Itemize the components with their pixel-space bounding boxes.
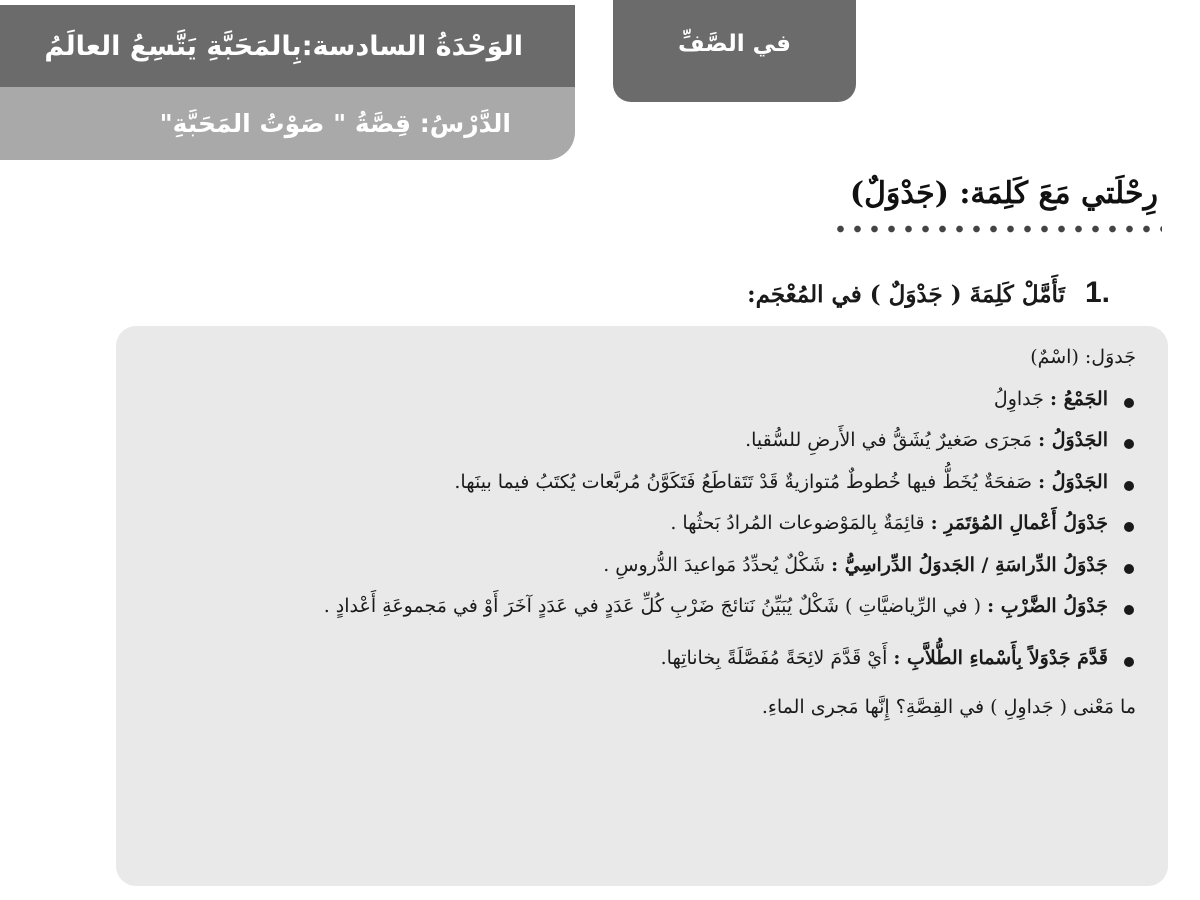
story-question xyxy=(156,694,1136,722)
lesson-banner xyxy=(0,87,575,160)
definition-term: جَدْوَلُ الدِّراسَةِ / الجَدوَلُ الدِّراسِيُّ : xyxy=(831,553,1108,576)
definition-item xyxy=(156,552,1136,580)
definition-text: شَكْلٌ يُحدِّدُ مَواعيدَ الدُّروسِ . xyxy=(603,553,832,576)
question-number: 1. xyxy=(1084,276,1110,309)
question-text: تَأَمَّلْ كَلِمَةَ ( جَدْوَلٌ ) في المُعْجَم: xyxy=(747,281,1065,308)
definition-term: الجَدْوَلُ : xyxy=(1038,429,1108,452)
definition-term: الجَدْوَلُ : xyxy=(1038,470,1108,493)
definition-text: جَداوِلُ xyxy=(993,387,1050,410)
definition-term: جَدْوَلُ الضَّرْبِ : xyxy=(987,595,1108,618)
definition-text: قائِمَةٌ بِالمَوْضوعات المُرادُ بَحثُها . xyxy=(670,512,931,535)
dictionary-entry: جَدوَل: (اسْمٌ) xyxy=(1030,346,1136,368)
unit-banner xyxy=(0,5,575,87)
definition-item xyxy=(156,469,1136,497)
definition-term: جَدْوَلُ أَعْمالِ المُؤتَمَرِ : xyxy=(930,512,1108,535)
dotted-divider xyxy=(832,222,1162,236)
definition-list xyxy=(156,386,1136,673)
definition-item xyxy=(156,386,1136,414)
definition-item xyxy=(156,593,1136,621)
definition-text: صَفحَةٌ يُخَطُّ فيها خُطوطٌ مُتوازيةٌ قَدْ تَتَقاطَعُ فَتَكَوَّنُ مُربَّعات يُكتَبُ فيما بينَها. xyxy=(454,470,1039,493)
lesson-title: الدَّرْسُ: قِصَّةُ " صَوْتُ المَحَبَّةِ" xyxy=(159,109,511,138)
unit-title: الوَحْدَةُ السادسة:بِالمَحَبَّةِ يَتَّسِعُ العالَمُ xyxy=(44,30,523,62)
definition-text: مَجرَى صَغيرٌ يُشَقُّ في الأَرضِ للسُّقيا. xyxy=(745,429,1039,452)
dictionary-box xyxy=(116,326,1168,886)
definition-term: قَدَّمَ جَدْوَلاً بِأَسْماءِ الطُّلاَّبِ : xyxy=(893,646,1108,669)
definition-text: ( في الرِّياضيَّاتِ ) شَكْلٌ يُبَيِّنُ نَتائجَ ضَرْبِ كُلِّ عَدَدٍ في عَدَدٍ آخَرَ أَوْ في مَجموعَةِ أَعْدادٍ . xyxy=(323,595,988,618)
class-tab xyxy=(613,0,856,102)
question-1 xyxy=(747,276,1110,310)
story-answer-text: إِنَّها مَجرى الماءِ. xyxy=(761,696,896,719)
class-tab-label: في الصَّفِّ xyxy=(678,31,791,57)
definition-item xyxy=(156,510,1136,538)
definition-text: أَيْ قَدَّمَ لائِحَةً مُفَصَّلَةً بِخاناتِها. xyxy=(660,646,894,669)
story-question-text: ما مَعْنى ( جَداوِلِ ) في القِصَّةِ؟ xyxy=(895,696,1136,719)
definition-item xyxy=(156,645,1136,673)
definition-term: الجَمْعُ : xyxy=(1049,387,1108,410)
definition-item xyxy=(156,427,1136,455)
section-heading: رِحْلَتي مَعَ كَلِمَة: (جَدْوَلٌ) xyxy=(849,176,1158,211)
